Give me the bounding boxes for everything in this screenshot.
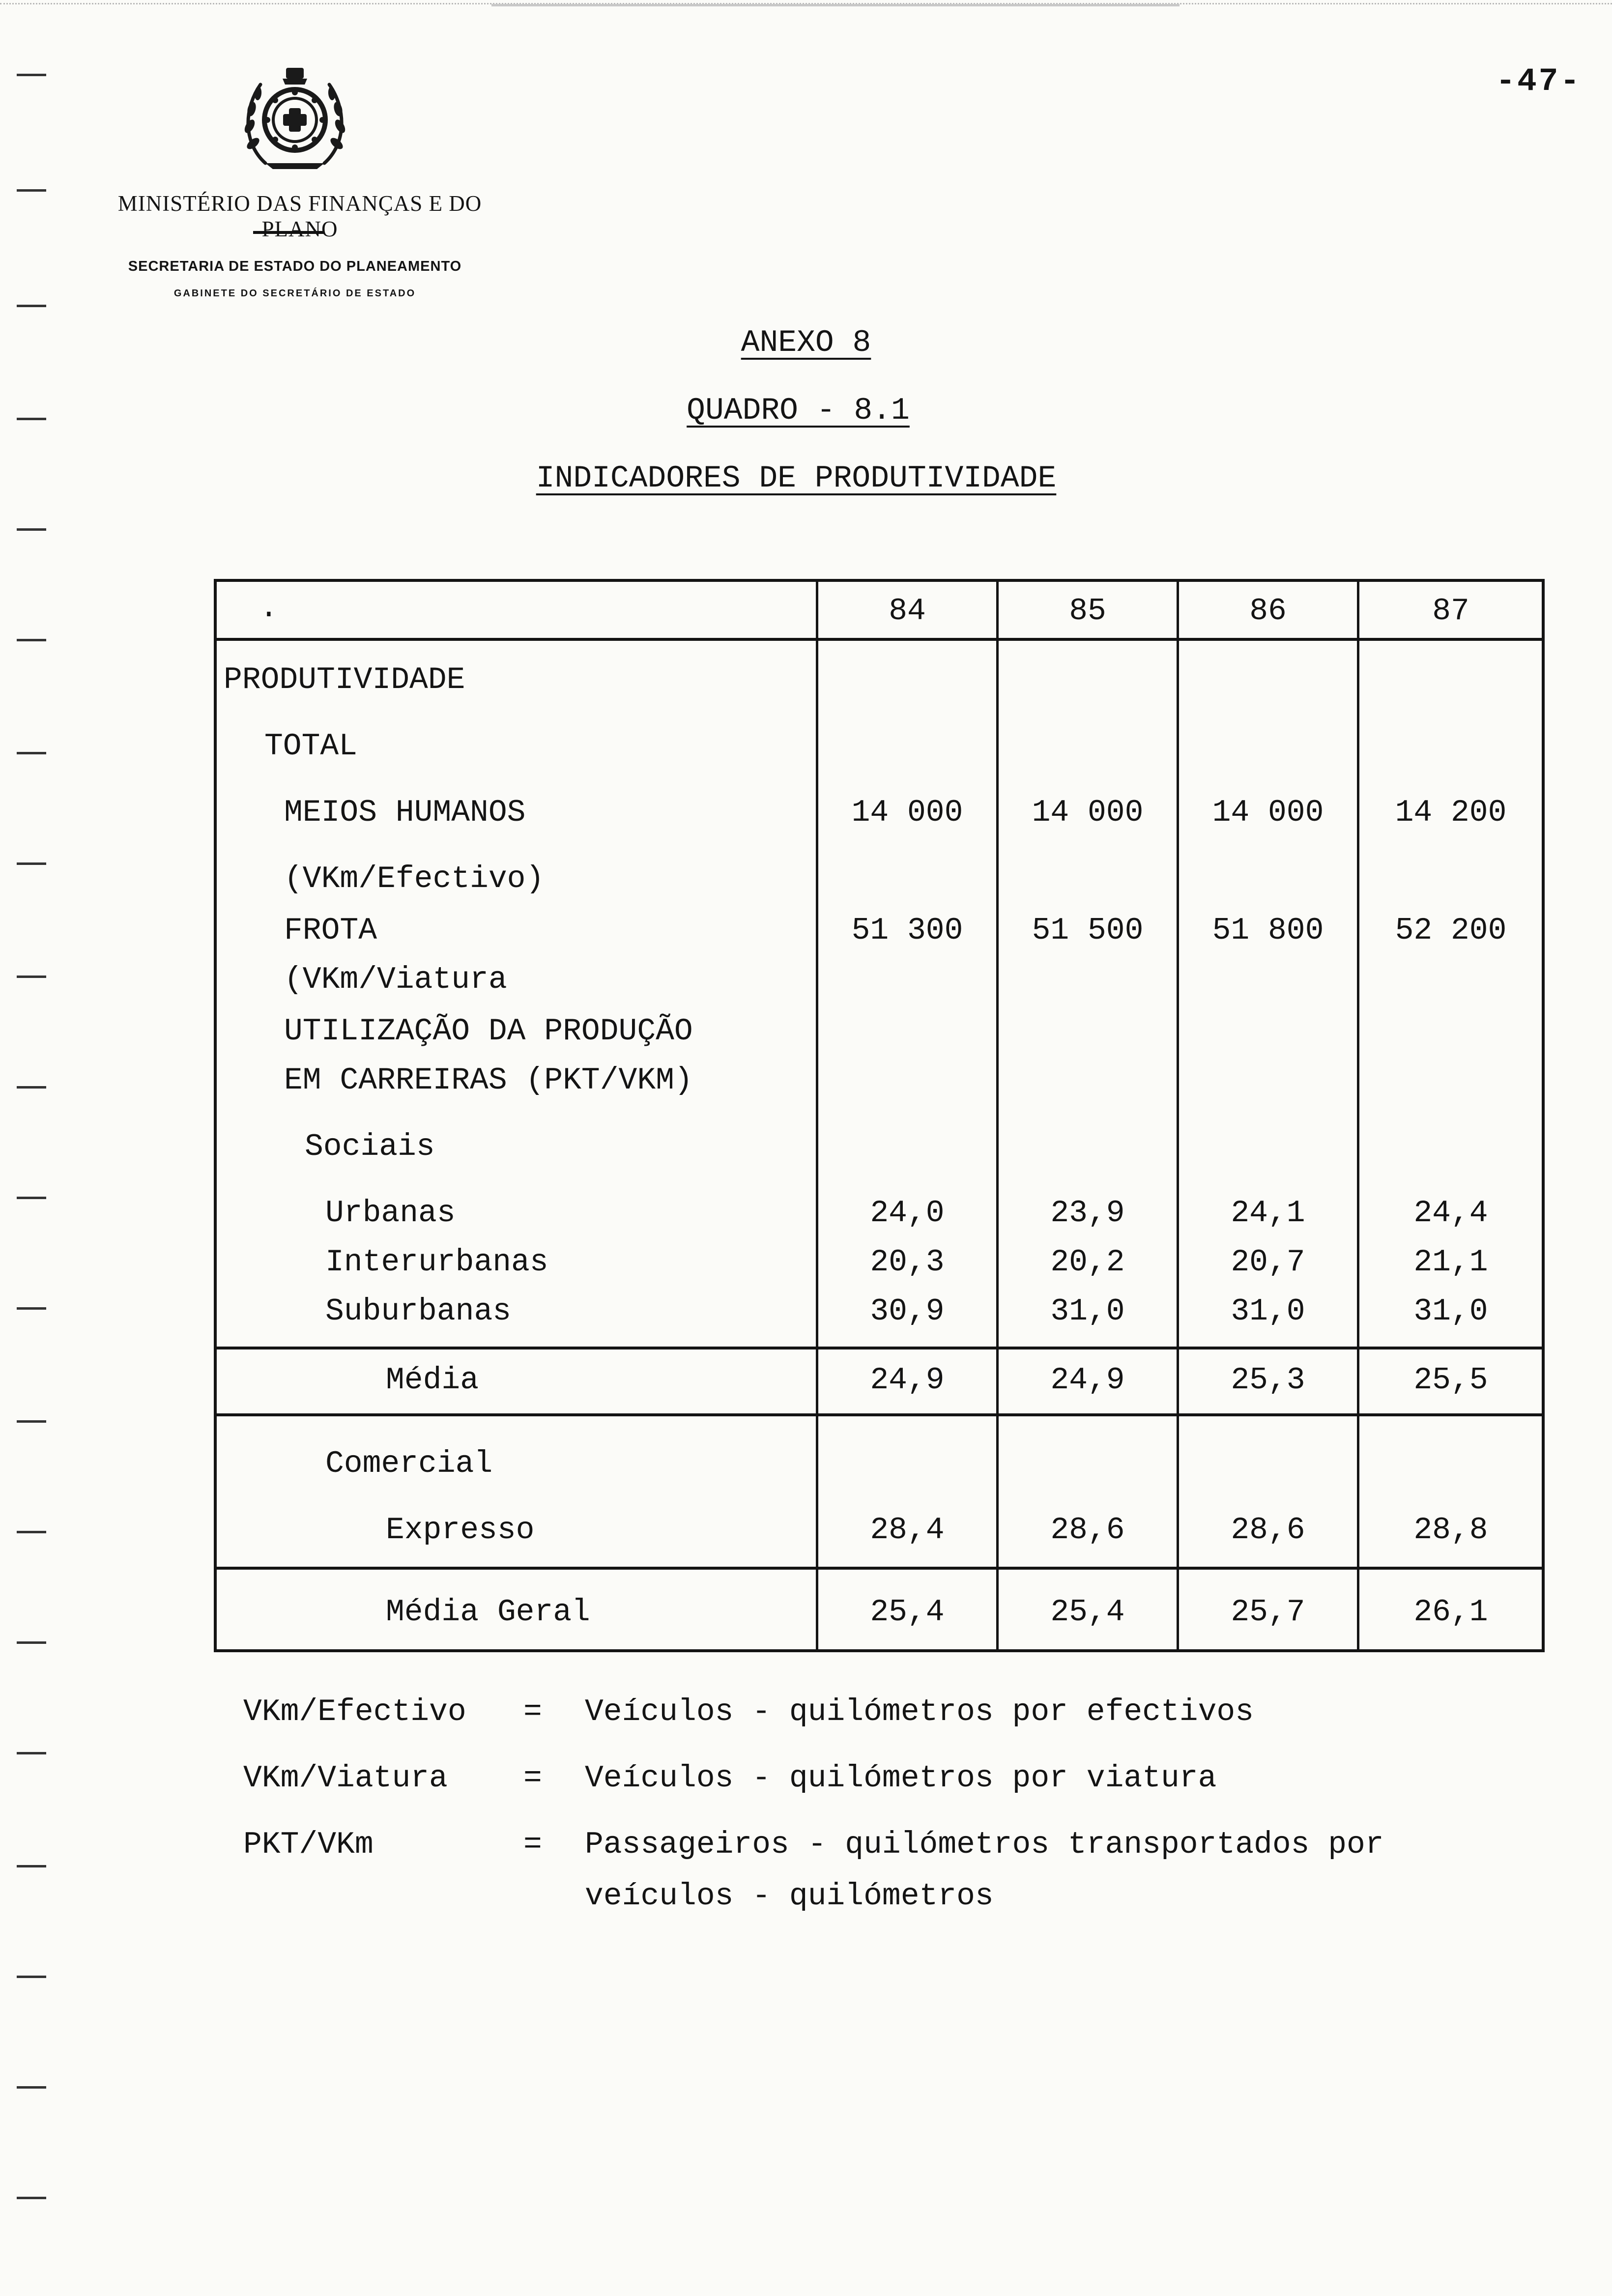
value-cell: 31,0 — [1050, 1294, 1125, 1329]
margin-mark — [17, 1086, 46, 1089]
row-label-carreiras: EM CARREIRAS (PKT/VKM) — [284, 1063, 693, 1098]
row-label-suburbanas: Suburbanas — [325, 1294, 512, 1329]
year-header: 85 — [1069, 594, 1106, 629]
legend-definition: Veículos - quilómetros por viatura — [585, 1761, 1217, 1796]
value-cell: 28,4 — [870, 1513, 945, 1548]
margin-mark — [17, 2086, 46, 2089]
value-cell: 20,2 — [1050, 1245, 1125, 1280]
ministry-name: MINISTÉRIO DAS FINANÇAS E DO PLANO — [117, 191, 482, 241]
legend-abbr: PKT/VKm — [243, 1827, 374, 1862]
value-cell: 24,1 — [1231, 1196, 1305, 1231]
legend-equals: = — [523, 1694, 542, 1729]
divider — [253, 231, 324, 234]
table-title-text: INDICADORES DE PRODUTIVIDADE — [536, 461, 1057, 496]
margin-mark — [17, 418, 46, 420]
row-rule — [214, 1567, 1545, 1570]
legend-definition: Veículos - quilómetros por efectivos — [585, 1694, 1254, 1729]
table-number-text: QUADRO - 8.1 — [687, 393, 910, 428]
page-number: -47- — [1496, 63, 1582, 100]
margin-mark — [17, 1752, 46, 1754]
gabinete-name: GABINETE DO SECRETÁRIO DE ESTADO — [173, 288, 416, 299]
value-cell: 24,0 — [870, 1196, 945, 1231]
scan-edge-line — [491, 4, 1180, 6]
margin-mark — [17, 1197, 46, 1199]
value-cell: 21,1 — [1413, 1245, 1488, 1280]
margin-mark — [17, 1865, 46, 1867]
row-label-media: Média — [386, 1363, 479, 1398]
value-cell: 14 000 — [1032, 795, 1144, 830]
margin-mark — [17, 639, 46, 641]
value-cell: 25,7 — [1231, 1595, 1305, 1630]
row-label-media-geral: Média Geral — [386, 1595, 590, 1630]
row-label-produtividade: PRODUTIVIDADE — [224, 662, 465, 697]
margin-mark — [17, 1531, 46, 1533]
value-cell: 23,9 — [1050, 1196, 1125, 1231]
value-cell: 24,4 — [1413, 1196, 1488, 1231]
value-cell: 14 000 — [851, 795, 963, 830]
value-cell: 51 300 — [851, 913, 963, 948]
value-cell: 30,9 — [870, 1294, 945, 1329]
value-cell: 25,4 — [1050, 1595, 1125, 1630]
value-cell: 26,1 — [1413, 1595, 1488, 1630]
value-cell: 24,9 — [1050, 1363, 1125, 1398]
row-label-vkm-viatura: (VKm/Viatura — [284, 962, 507, 997]
margin-mark — [17, 1307, 46, 1310]
row-label-frota: FROTA — [284, 913, 377, 948]
row-label-urbanas: Urbanas — [325, 1196, 456, 1231]
column-divider — [1177, 579, 1179, 1652]
value-cell: 25,5 — [1413, 1363, 1488, 1398]
margin-mark — [17, 2197, 46, 2199]
margin-mark — [17, 752, 46, 754]
column-divider — [816, 579, 818, 1652]
legend-definition: Passageiros - quilómetros transportados por — [585, 1827, 1384, 1862]
value-cell: 28,8 — [1413, 1513, 1488, 1548]
margin-mark — [17, 189, 46, 192]
value-cell: 31,0 — [1413, 1294, 1488, 1329]
value-cell: 14 200 — [1395, 795, 1507, 830]
margin-mark — [17, 1976, 46, 1978]
row-label-utilizacao: UTILIZAÇÃO DA PRODUÇÃO — [284, 1014, 693, 1049]
value-cell: 51 500 — [1032, 913, 1144, 948]
legend-equals: = — [523, 1761, 542, 1796]
value-cell: 31,0 — [1231, 1294, 1305, 1329]
row-label-meios-humanos: MEIOS HUMANOS — [284, 795, 526, 830]
margin-mark — [17, 528, 46, 531]
year-header: 87 — [1432, 594, 1469, 629]
margin-mark — [17, 305, 46, 307]
corner-mark: · — [259, 597, 278, 632]
legend-equals: = — [523, 1827, 542, 1862]
header-rule — [214, 638, 1545, 641]
productivity-table — [214, 579, 1545, 1652]
row-label-vkm-efectivo: (VKm/Efectivo) — [284, 861, 545, 896]
value-cell: 14 000 — [1212, 795, 1324, 830]
value-cell: 28,6 — [1050, 1513, 1125, 1548]
margin-mark — [17, 862, 46, 865]
value-cell: 25,3 — [1231, 1363, 1305, 1398]
table-title — [403, 461, 1189, 496]
year-header: 86 — [1249, 594, 1287, 629]
legend-definition-cont: veículos - quilómetros — [585, 1879, 994, 1914]
row-rule — [214, 1347, 1545, 1349]
table-number-heading — [552, 393, 1044, 428]
row-label-comercial: Comercial — [325, 1446, 493, 1481]
margin-mark — [17, 1641, 46, 1644]
row-rule — [214, 1413, 1545, 1416]
column-divider — [1357, 579, 1359, 1652]
row-label-interurbanas: Interurbanas — [325, 1245, 548, 1280]
column-divider — [996, 579, 999, 1652]
row-label-sociais: Sociais — [305, 1129, 435, 1164]
value-cell: 24,9 — [870, 1363, 945, 1398]
margin-mark — [17, 1420, 46, 1423]
value-cell: 28,6 — [1231, 1513, 1305, 1548]
value-cell: 51 800 — [1212, 913, 1324, 948]
margin-mark — [17, 976, 46, 978]
legend-abbr: VKm/Efectivo — [243, 1694, 466, 1729]
annex-heading-text: ANEXO 8 — [741, 325, 871, 360]
row-label-expresso: Expresso — [386, 1513, 535, 1548]
row-label-total: TOTAL — [264, 729, 358, 764]
coat-of-arms-icon — [231, 65, 359, 171]
value-cell: 25,4 — [870, 1595, 945, 1630]
year-header: 84 — [889, 594, 926, 629]
value-cell: 20,3 — [870, 1245, 945, 1280]
secretaria-name: SECRETARIA DE ESTADO DO PLANEAMENTO — [128, 258, 462, 274]
value-cell: 52 200 — [1395, 913, 1507, 948]
margin-mark — [17, 74, 46, 76]
annex-heading — [560, 325, 1052, 360]
value-cell: 20,7 — [1231, 1245, 1305, 1280]
legend-abbr: VKm/Viatura — [243, 1761, 448, 1796]
